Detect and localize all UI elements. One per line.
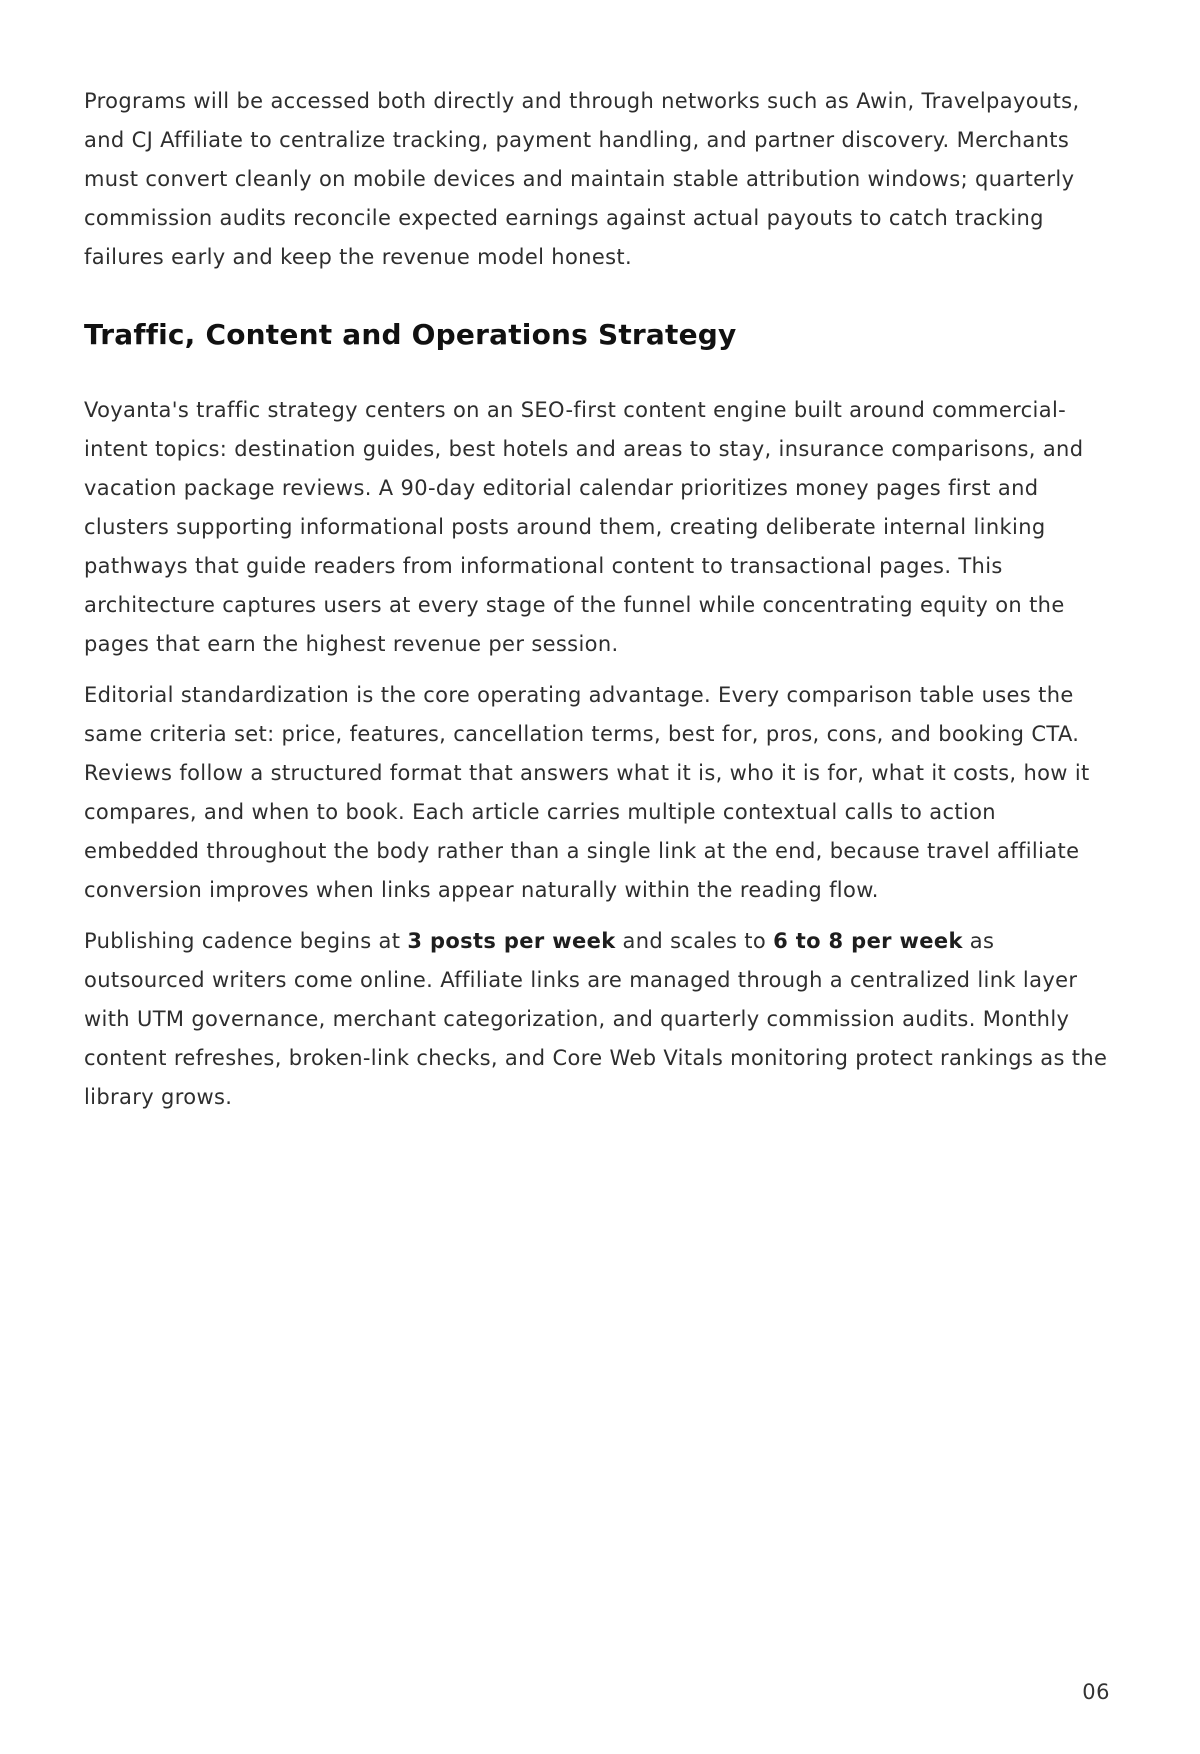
- intro-paragraph: Programs will be accessed both directly and through networks such as Awin, Travelpayouts, and CJ Affiliate to centralize tracking, payment handling, and partner discovery. Merchants must convert cleanly on mobile devices and maintain stable attribution windows; quarterly commission audits reconcile expected earnings against actual payouts to catch tracking failures early and keep the revenue model honest.: [84, 89, 1080, 269]
- cadence-text-middle: and scales to: [615, 929, 774, 953]
- document-page: [84, 82, 1114, 1117]
- editorial-standardization-paragraph: Editorial standardization is the core operating advantage. Every comparison table uses the same criteria set: price, features, cancellation terms, best for, pros, cons, and booking CTA. Reviews follow a structured format that answers what it is, who it is for, what it costs, how it compares, and when to book. Each article carries multiple contextual calls to action embedded throughout the body rather than a single link at the end, because travel affiliate conversion improves when links appear naturally within the reading flow.: [84, 683, 1090, 902]
- cadence-text-start: Publishing cadence begins at: [84, 929, 408, 953]
- cadence-scaled-rate: 6 to 8 per week: [773, 929, 963, 953]
- cadence-initial-rate: 3 posts per week: [407, 929, 616, 953]
- traffic-strategy-paragraph: Voyanta's traffic strategy centers on an SEO-first content engine built around commercial-intent topics: destination guides, best hotels and areas to stay, insurance comparisons, and vacation package reviews. A 90-day editorial calendar prioritizes money pages first and clusters supporting informational posts around them, creating deliberate internal linking pathways that guide readers from informational content to transactional pages. This architecture captures users at every stage of the funnel while concentrating equity on the pages that earn the highest revenue per session.: [84, 398, 1084, 656]
- section-heading: Traffic, Content and Operations Strategy: [84, 318, 737, 351]
- publishing-cadence-paragraph: [84, 922, 1114, 1117]
- page-number: 06: [1082, 1680, 1110, 1704]
- cadence-text-end: as outsourced writers come online. Affiliate links are managed through a centralized link layer with UTM governance, merchant categorization, and quarterly commission audits. Monthly content refreshes, broken-link checks, and Core Web Vitals monitoring protect rankings as the library grows.: [84, 929, 1108, 1109]
